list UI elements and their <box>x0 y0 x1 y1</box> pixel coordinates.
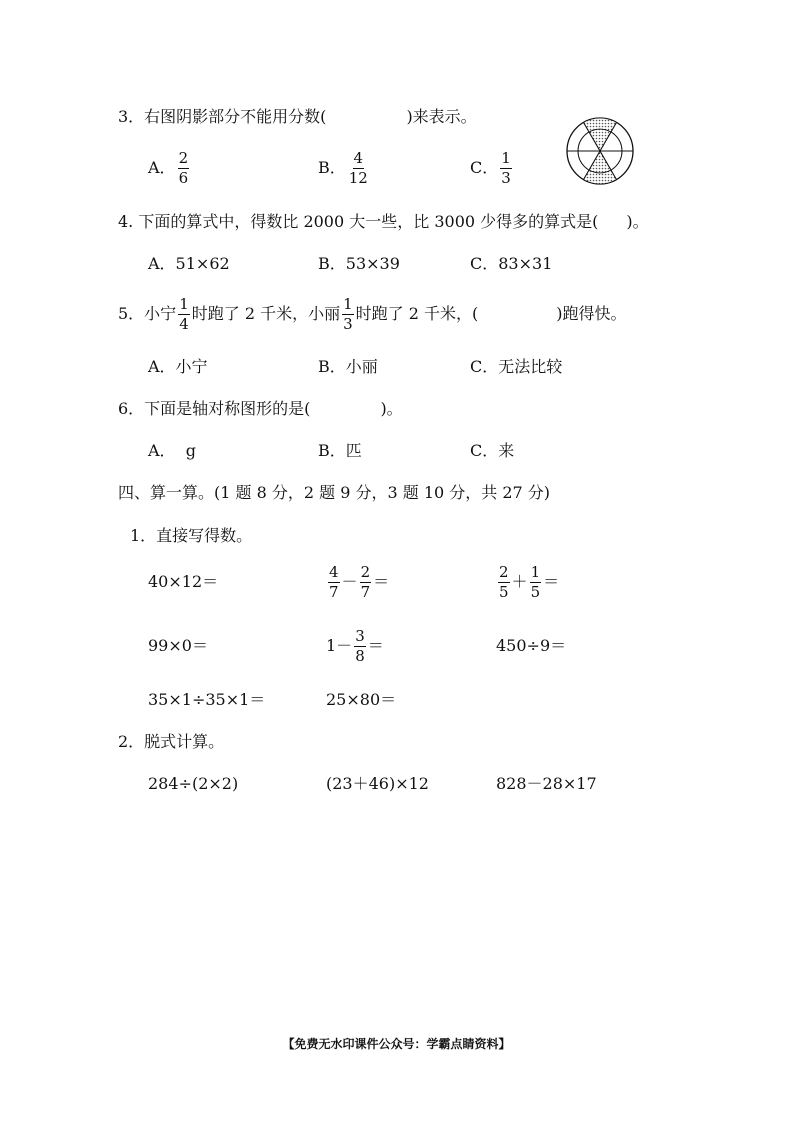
fraction <box>178 297 190 332</box>
operator: － <box>341 572 358 591</box>
numerator: 2 <box>178 149 189 167</box>
q6-option-a[interactable]: A． g <box>148 441 196 460</box>
q4-option-c[interactable]: C．83×31 <box>470 254 553 273</box>
shaded-sector-bottom <box>589 151 611 173</box>
option-letter: A． <box>148 158 176 177</box>
footer-watermark: 【免费无水印课件公众号：学霸点睛资料】 <box>282 1037 511 1051</box>
option-letter: C． <box>470 158 499 177</box>
fraction <box>342 297 354 332</box>
numerator: 2 <box>499 563 509 581</box>
lead-term: 1－ <box>326 636 353 655</box>
numerator: 1 <box>343 295 353 313</box>
equals: ＝ <box>373 572 390 591</box>
equals: ＝ <box>543 572 560 591</box>
q5-text: )跑得快。 <box>556 304 627 323</box>
q5-text: 时跑了 2 千米，小丽 <box>191 304 341 323</box>
q5-option-b[interactable]: B．小丽 <box>318 357 378 376</box>
fraction <box>530 565 542 600</box>
fraction <box>498 565 510 600</box>
numerator: 1 <box>179 295 189 313</box>
q6-text-after: )。 <box>380 399 403 418</box>
fraction <box>328 565 340 600</box>
numerator: 1 <box>501 149 511 167</box>
numerator: 3 <box>355 627 365 645</box>
q4-option-b[interactable]: B．53×39 <box>318 254 400 273</box>
q6-option-b[interactable]: B．匹 <box>318 441 362 460</box>
denominator: 6 <box>178 169 189 187</box>
option-letter: B． <box>318 158 346 177</box>
expr-450div9: 450÷9＝ <box>496 636 567 655</box>
fraction <box>354 629 366 664</box>
denominator: 3 <box>501 169 511 187</box>
equals: ＝ <box>367 636 384 655</box>
q5-text: 时跑了 2 千米，( <box>355 304 479 323</box>
denominator: 8 <box>355 647 365 665</box>
q5-option-c[interactable]: C．无法比较 <box>470 357 563 376</box>
denominator: 4 <box>179 315 189 333</box>
fraction <box>500 151 512 186</box>
calc-item-2: (23＋46)×12 <box>326 774 429 793</box>
expr-fraction-add <box>496 562 559 602</box>
q5-text: 5．小宁 <box>118 304 177 323</box>
calc-item-1: 284÷(2×2) <box>148 774 239 793</box>
q4-text-after: )。 <box>626 212 649 231</box>
q3-text: 3．右图阴影部分不能用分数( <box>118 107 327 126</box>
fraction <box>348 151 369 186</box>
q6-option-c[interactable]: C．来 <box>470 441 515 460</box>
numerator: 4 <box>353 149 364 167</box>
q3-stem <box>118 107 477 127</box>
denominator: 5 <box>499 583 509 601</box>
expr-35x1div35x1: 35×1÷35×1＝ <box>148 690 266 709</box>
q6-stem <box>118 399 403 419</box>
expr-fraction-subtract <box>326 562 389 602</box>
q3-text-after: )来表示。 <box>406 107 477 126</box>
operator: ＋ <box>511 572 528 591</box>
denominator: 5 <box>530 583 541 601</box>
denominator: 12 <box>348 169 368 187</box>
numerator: 4 <box>329 563 339 581</box>
subsection-title-stepwise: 2．脱式计算。 <box>118 732 225 751</box>
q3-option-a[interactable] <box>148 148 191 188</box>
expr-25x80: 25×80＝ <box>326 690 397 709</box>
q5-option-a[interactable]: A．小宁 <box>148 357 208 376</box>
denominator: 7 <box>329 583 339 601</box>
q4-option-a[interactable]: A．51×62 <box>148 254 230 273</box>
q3-circle-figure <box>565 116 635 186</box>
fraction <box>360 565 372 600</box>
q3-option-c[interactable] <box>470 148 514 188</box>
calc-item-3: 828－28×17 <box>496 774 597 793</box>
q4-stem <box>118 212 649 232</box>
q4-text: 4. 下面的算式中，得数比 2000 大一些，比 3000 少得多的算式是( <box>118 212 599 231</box>
section-title: 四、算一算。(1 题 8 分，2 题 9 分，3 题 10 分，共 27 分) <box>118 483 551 502</box>
subsection-title-direct: 1．直接写得数。 <box>130 526 253 545</box>
q6-text: 6．下面是轴对称图形的是( <box>118 399 311 418</box>
numerator: 2 <box>360 563 371 581</box>
expr-99x0: 99×0＝ <box>148 636 208 655</box>
denominator: 7 <box>360 583 371 601</box>
q3-option-b[interactable] <box>318 148 371 188</box>
expr-one-minus-fraction <box>326 626 384 666</box>
expr-40x12: 40×12＝ <box>148 572 219 591</box>
q5-stem <box>118 294 627 334</box>
denominator: 3 <box>343 315 353 333</box>
shaded-sector-top <box>589 129 611 151</box>
numerator: 1 <box>530 563 541 581</box>
fraction <box>178 151 190 186</box>
